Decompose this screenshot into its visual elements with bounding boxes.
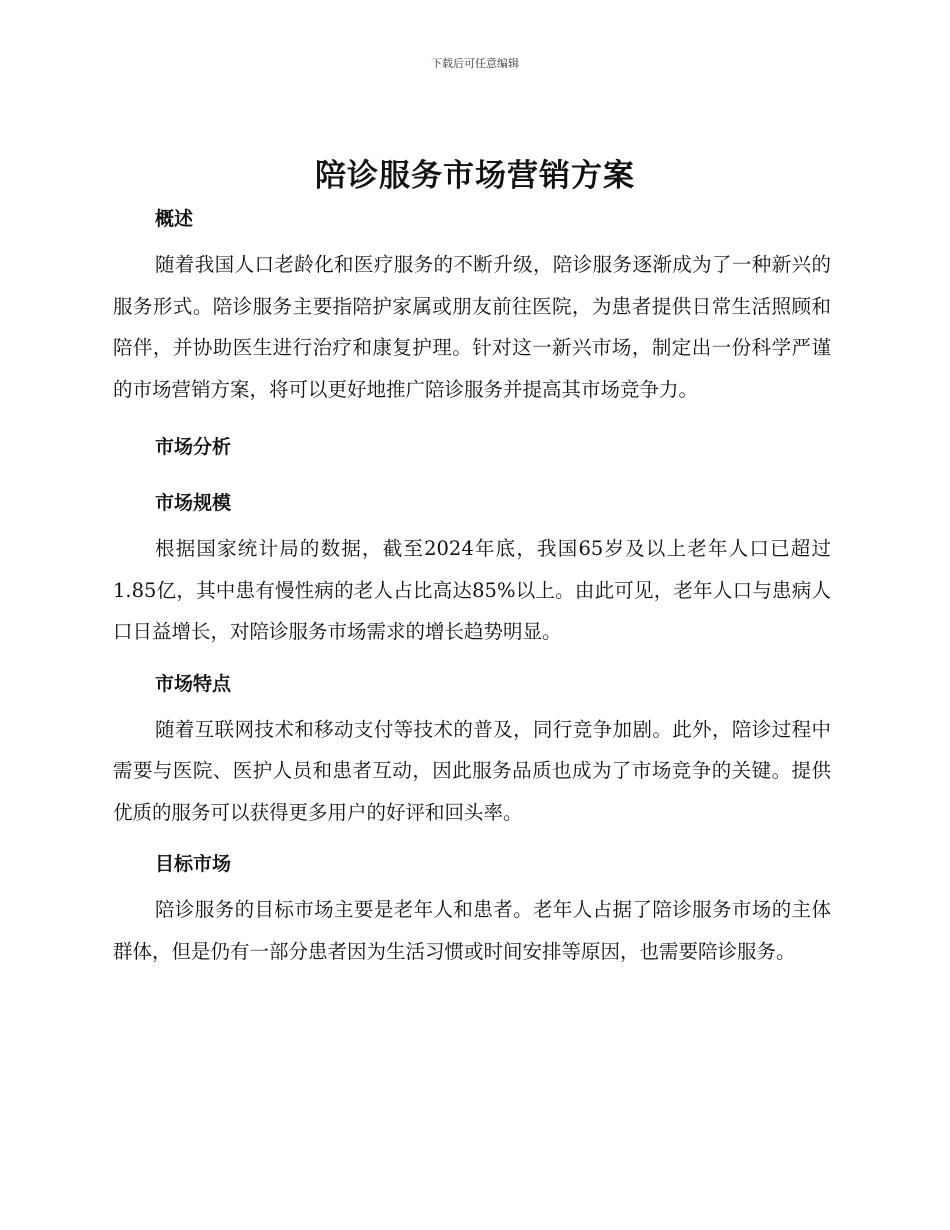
paragraph-target-market: 陪诊服务的目标市场主要是老年人和患者。老年人占据了陪诊服务市场的主体群体，但是仍有一部分患者因为生活习惯或时间安排等原因，也需要陪诊服务。 [113, 898, 831, 963]
paragraph-market-size: 根据国家统计局的数据，截至2024年底，我国65岁及以上老年人口已超过1.85亿，其中患有慢性病的老人占比高达85%以上。由此可见，老年人口与患病人口日益增长，对陪诊服务市场需求的增长趋势明显。 [113, 537, 831, 643]
header-note: 下载后可任意编辑 [431, 57, 519, 70]
section-heading-market-size: 市场规模 [155, 492, 232, 514]
section-heading-overview: 概述 [155, 208, 194, 230]
document-title: 陪诊服务市场营销方案 [315, 158, 635, 194]
section-heading-market-analysis: 市场分析 [155, 436, 232, 458]
paragraph-overview: 随着我国人口老龄化和医疗服务的不断升级，陪诊服务逐渐成为了一种新兴的服务形式。陪诊服务主要指陪护家属或朋友前往医院，为患者提供日常生活照顾和陪伴，并协助医生进行治疗和康复护理。针对这一新兴市场，制定出一份科学严谨的市场营销方案，将可以更好地推广陪诊服务并提高其市场竞争力。 [113, 253, 831, 401]
section-heading-target-market: 目标市场 [155, 853, 232, 875]
paragraph-market-features: 随着互联网技术和移动支付等技术的普及，同行竞争加剧。此外，陪诊过程中需要与医院、医护人员和患者互动，因此服务品质也成为了市场竞争的关键。提供优质的服务可以获得更多用户的好评和回头率。 [113, 717, 831, 824]
section-heading-market-features: 市场特点 [155, 672, 232, 695]
document-body [113, 200, 831, 972]
